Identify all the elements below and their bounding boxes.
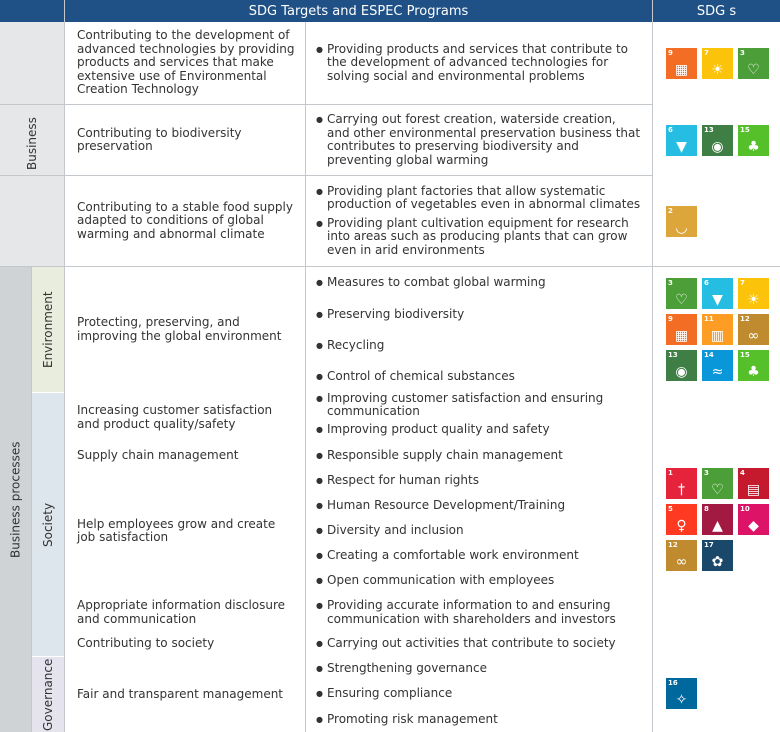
program-row [306, 299, 652, 330]
health-icon: 3 ♡ [738, 48, 769, 79]
program-item: ● Providing accurate information to and ensuring communication with shareholders and investors [320, 599, 642, 626]
group-environment: Environment [32, 267, 64, 392]
target-cell: Protecting, preserving, and improving the global environment [65, 267, 305, 392]
program-row [306, 362, 652, 392]
program-item: ● Improving customer satisfaction and ensuring communication [320, 392, 642, 419]
consumption-icon: 12 ∞ [666, 540, 697, 571]
header-blank [0, 0, 64, 22]
group-society: Society [32, 393, 64, 656]
program-row [306, 594, 652, 631]
program-item: ● Providing plant factories that allow systematic production of vegetables even in abnormal climates [320, 185, 642, 212]
energy-icon: 7 ☀ [702, 48, 733, 79]
program-item: ● Ensuring compliance [320, 687, 642, 701]
sdg-icons-row2 [666, 206, 776, 238]
header-sdgs: SDG s [653, 0, 780, 22]
programs-cell [306, 176, 652, 266]
program-item: ● Improving product quality and safety [320, 423, 642, 437]
land-icon: 15 ♣ [738, 350, 769, 381]
group-governance: Governance [32, 657, 64, 732]
program-row [306, 267, 652, 298]
program-row [306, 494, 652, 518]
water-icon: 6 ▼ [666, 125, 697, 156]
target-cell: Supply chain management [65, 443, 305, 468]
target-cell: Contributing to society [65, 632, 305, 656]
target-cell: Contributing to the development of advanced technologies by providing products and services that make extensive use of Environmental Creation Technology [65, 22, 305, 104]
program-item: ● Providing products and services that contribute to the development of advanced technologies for solving social and environmental problems [320, 43, 642, 84]
health-icon: 3 ♡ [702, 468, 733, 499]
program-item: ● Carrying out activities that contribute to society [320, 637, 642, 651]
industry-icon: 9 ▦ [666, 48, 697, 79]
gender-icon: 5 ♀ [666, 504, 697, 535]
health-icon: 3 ♡ [666, 278, 697, 309]
program-row [306, 682, 652, 706]
inequality-icon: 10 ◆ [738, 504, 769, 535]
target-cell: Contributing to biodiversity preservation [65, 105, 305, 175]
programs-cell [306, 105, 652, 175]
program-item: ● Promoting risk management [320, 713, 642, 727]
sdg-icons-governance [666, 678, 776, 710]
group-business-processes: Business processes [0, 267, 31, 732]
sdg-icons-row0 [666, 48, 776, 80]
program-item: ● Human Resource Development/Training [320, 499, 642, 513]
target-cell: Help employees grow and create job satisfaction [65, 469, 305, 593]
city-icon: 11 ▥ [702, 314, 733, 345]
program-item: ● Carrying out forest creation, waterside creation, and other environmental preservation business that contributes to preserving biodiversity and preventing global warming [320, 113, 642, 167]
program-item: ● Diversity and inclusion [320, 524, 642, 538]
header-programs: SDG Targets and ESPEC Programs [65, 0, 652, 22]
program-item: ● Preserving biodiversity [320, 308, 642, 322]
energy-icon: 7 ☀ [738, 278, 769, 309]
program-item: ● Control of chemical substances [320, 370, 642, 384]
program-row [306, 657, 652, 681]
program-item: ● Recycling [320, 339, 642, 353]
program-row [306, 469, 652, 493]
program-row [306, 632, 652, 656]
poverty-icon: 1 † [666, 468, 697, 499]
program-row [306, 519, 652, 543]
program-row [306, 443, 652, 468]
program-item: ● Creating a comfortable work environment [320, 549, 642, 563]
program-item: ● Responsible supply chain management [320, 449, 642, 463]
hunger-icon: 2 ◡ [666, 206, 697, 237]
target-cell: Increasing customer satisfaction and product quality/safety [65, 393, 305, 442]
sdg-icons-environment [666, 278, 776, 383]
partnership-icon: 17 ✿ [702, 540, 733, 571]
target-cell: Fair and transparent management [65, 657, 305, 732]
program-row [306, 390, 652, 418]
group-business: Business [0, 22, 64, 266]
water-icon: 6 ▼ [702, 278, 733, 309]
program-row [306, 418, 652, 442]
program-item: ● Strengthening governance [320, 662, 642, 676]
climate-icon: 13 ◉ [702, 125, 733, 156]
programs-cell [306, 22, 652, 104]
program-row [306, 569, 652, 593]
program-row [306, 331, 652, 361]
target-cell: Appropriate information disclosure and communication [65, 594, 305, 631]
sdg-icons-row1 [666, 125, 776, 157]
program-row [306, 544, 652, 568]
justice-icon: 16 ✧ [666, 678, 697, 709]
program-item: ● Respect for human rights [320, 474, 642, 488]
growth-icon: 8 ▲ [702, 504, 733, 535]
consumption-icon: 12 ∞ [738, 314, 769, 345]
climate-icon: 13 ◉ [666, 350, 697, 381]
education-icon: 4 ▤ [738, 468, 769, 499]
program-row [306, 707, 652, 732]
program-item: ● Providing plant cultivation equipment for research into areas such as producing plants that can grow even in arid environments [320, 217, 642, 258]
program-item: ● Measures to combat global warming [320, 276, 642, 290]
program-item: ● Open communication with employees [320, 574, 642, 588]
industry-icon: 9 ▦ [666, 314, 697, 345]
sdg-icons-society [666, 468, 776, 573]
target-cell: Contributing to a stable food supply adapted to conditions of global warming and abnormal climate [65, 176, 305, 266]
land-icon: 15 ♣ [738, 125, 769, 156]
ocean-icon: 14 ≈ [702, 350, 733, 381]
